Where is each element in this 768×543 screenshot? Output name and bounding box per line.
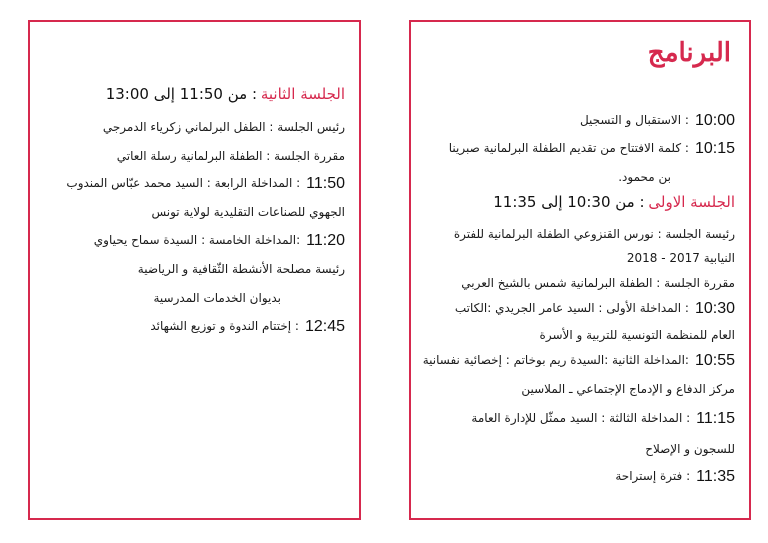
item-text: : الاستقبال و التسجيل <box>579 113 689 127</box>
item-text: :المداخلة الثانية :السيدة ريم بوخاتم : إخصائية نفسانية <box>422 353 689 367</box>
program-title: البرنامج <box>647 38 731 68</box>
item-time: 11:35 <box>696 468 735 485</box>
program-item <box>40 232 345 249</box>
item-text: : المداخلة الأولى : السيد عامر الجريدي :الكاتب <box>454 301 689 315</box>
program-item <box>40 175 345 192</box>
program-item <box>421 112 735 129</box>
item-time: 10:15 <box>694 140 735 157</box>
item-time: 11:20 <box>306 232 345 249</box>
program-item <box>421 468 735 485</box>
program-item <box>40 318 345 335</box>
program-item <box>421 352 735 369</box>
item-text: : إختتام الندوة و توزيع الشهائد <box>150 319 299 333</box>
session-heading-2 <box>40 86 345 103</box>
item-time: 10:30 <box>694 300 735 317</box>
program-panel-left <box>28 20 361 520</box>
item-continuation: رئيسة مصلحة الأنشطة الثّقافية و الرياضية <box>137 262 345 276</box>
item-text: رئيسة الجلسة : نورس القنزوعي الطفلة البرلمانية للفترة <box>453 227 735 241</box>
item-time: 11:15 <box>696 410 735 427</box>
item-text: :المداخلة الخامسة : السيدة سماح يحياوي <box>93 233 301 247</box>
item-continuation: للسجون و الإصلاح <box>645 442 735 456</box>
item-continuation: العام للمنظمة التونسية للتربية و الأسرة <box>539 328 735 342</box>
item-time: 10:55 <box>694 352 735 369</box>
item-continuation: الجهوي للصناعات التقليدية لولاية تونس <box>151 205 345 219</box>
item-text: : المداخلة الرابعة : السيد محمد عبّاس المندوب <box>66 176 301 190</box>
program-item <box>421 300 735 317</box>
item-text: : كلمة الافتتاح من تقديم الطفلة البرلمانية صبرينا <box>448 141 689 155</box>
session-range: : من 10:30 إلى 11:35 <box>493 193 645 211</box>
session-rapporteur: مقررة الجلسة : الطفلة البرلمانية شمس بالشيخ العربي <box>461 276 735 290</box>
session-heading-1 <box>421 194 735 211</box>
program-panel-right <box>409 20 751 520</box>
session-title: الجلسة الثانية <box>260 85 345 103</box>
program-item <box>421 410 735 427</box>
item-text: : فترة إستراحة <box>615 469 691 483</box>
session-rapporteur: مقررة الجلسة : الطفلة البرلمانية رسلة العاتي <box>116 149 345 163</box>
program-item <box>421 140 735 157</box>
item-continuation: بديوان الخدمات المدرسية <box>153 291 281 305</box>
session-range: : من 11:50 إلى 13:00 <box>105 85 258 103</box>
item-time: 12:45 <box>304 318 345 335</box>
item-text: : المداخلة الثالثة : السيد ممثّل للإدارة العامة <box>471 411 691 425</box>
session-chair <box>421 226 735 242</box>
item-continuation: مركز الدفاع و الإدماج الإجتماعي ـ الملاسين <box>521 382 735 396</box>
item-time: 11:50 <box>306 175 345 192</box>
item-continuation: بن محمود. <box>618 170 671 184</box>
session-chair: رئيس الجلسة : الطفل البرلماني زكرياء الدمرجي <box>102 120 345 134</box>
item-continuation: النيابية 2017 - 2018 <box>626 251 735 265</box>
session-title: الجلسة الاولى <box>648 193 735 211</box>
item-time: 10:00 <box>694 112 735 129</box>
